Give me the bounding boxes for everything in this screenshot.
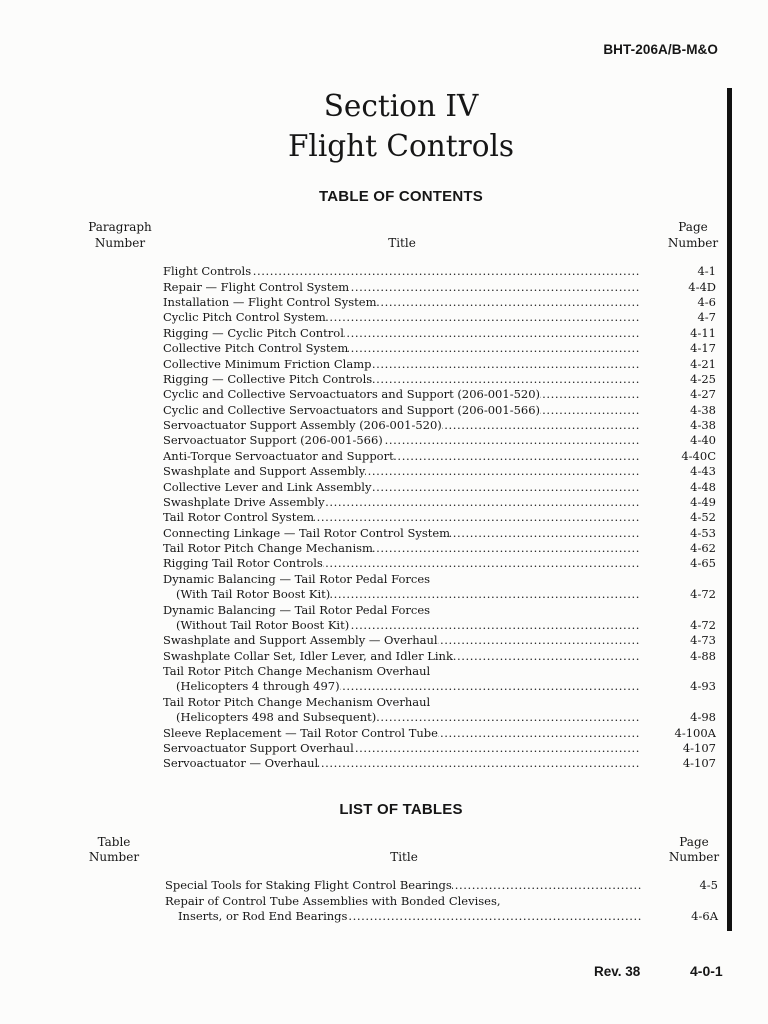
- toc-entry-title: Servoactuator Support (206-001-566): [163, 433, 383, 448]
- toc-entry-title-wrap: [163, 387, 640, 402]
- toc-number-header-line: Number: [94, 236, 146, 250]
- toc-entry-line: [163, 526, 716, 541]
- toc-page-number-header: [643, 219, 743, 251]
- toc-entry: [163, 556, 716, 571]
- dot-leader: [376, 295, 640, 310]
- toc-heading: TABLE OF CONTENTS: [319, 188, 483, 205]
- dot-leader: [318, 756, 640, 771]
- toc-entry-line: [163, 695, 716, 710]
- toc-entry-title-wrap: [163, 541, 640, 556]
- table-entry-title-wrap: [165, 878, 642, 894]
- dot-leader: [348, 341, 640, 356]
- toc-entry-title: Tail Rotor Pitch Change Mechanism: [163, 541, 373, 556]
- toc-entry-line: [163, 510, 716, 525]
- toc-entry: [163, 633, 716, 648]
- tables-heading: LIST OF TABLES: [339, 801, 463, 818]
- toc-entry-line: [163, 387, 716, 402]
- tables-list: [165, 878, 718, 925]
- toc-entry: [163, 510, 716, 525]
- toc-entry-title: Swashplate Drive Assembly: [163, 494, 325, 509]
- toc-entry: [163, 264, 716, 279]
- toc-entry-page: 4-17: [690, 341, 716, 356]
- toc-entry-title-wrap: [163, 433, 640, 448]
- dot-leader: [314, 510, 640, 525]
- toc-entry-title-wrap: [163, 756, 640, 771]
- table-entry-title-wrap: [178, 909, 642, 925]
- toc-entry-title-wrap: [176, 710, 640, 725]
- toc-entry: [163, 357, 716, 372]
- dot-leader: [394, 449, 640, 464]
- toc-title-header: Title: [388, 236, 416, 250]
- toc-entry-title: (With Tail Rotor Boost Kit): [176, 587, 331, 602]
- toc-entry-page: 4-88: [690, 648, 716, 663]
- page-number: 4-0-1: [690, 963, 723, 979]
- toc-entry-title: Collective Pitch Control System: [163, 341, 349, 356]
- tables-title-header: Title: [390, 849, 418, 864]
- toc-entry-title-wrap: [163, 726, 640, 741]
- toc-entry: [163, 572, 716, 603]
- toc-entry: [163, 449, 716, 464]
- toc-entry-title: Dynamic Balancing — Tail Rotor Pedal Forces: [163, 602, 431, 617]
- toc-entry: [163, 433, 716, 448]
- dot-leader: [330, 587, 640, 602]
- dot-leader: [326, 310, 640, 325]
- toc-entry-title-wrap: [163, 510, 640, 525]
- toc-entry-page: 4-1: [697, 264, 716, 279]
- toc-entry-page: 4-21: [690, 356, 716, 371]
- toc-entry-page: 4-48: [690, 479, 716, 494]
- toc-entry-page: 4-6: [697, 295, 716, 310]
- toc-entry-title-wrap: [163, 418, 640, 433]
- revision-label: Rev. 38: [594, 964, 641, 979]
- toc-entry-title: Servoactuator — Overhaul: [163, 756, 319, 771]
- toc-entry-page: 4-49: [690, 494, 716, 509]
- dot-leader: [349, 280, 640, 295]
- toc-list: [163, 264, 716, 771]
- toc-entry-title-wrap: [163, 372, 640, 387]
- toc-entry-title: Cyclic and Collective Servoactuators and Support (206-001-520): [163, 387, 541, 402]
- dot-leader: [354, 741, 640, 756]
- toc-entry-line: [163, 710, 716, 725]
- table-entry: [165, 878, 718, 894]
- toc-number-header-line: Paragraph: [88, 220, 152, 234]
- toc-entry-title: Servoactuator Support Assembly (206-001-520): [163, 418, 442, 433]
- toc-entry-line: [163, 480, 716, 495]
- toc-entry-title: Flight Controls: [163, 264, 252, 279]
- toc-entry-title-wrap: [163, 403, 640, 418]
- toc-entry-title-wrap: [163, 295, 640, 310]
- toc-entry: [163, 695, 716, 726]
- tables-page-number-header: [644, 835, 744, 865]
- toc-entry: [163, 541, 716, 556]
- toc-entry-title: Tail Rotor Pitch Change Mechanism Overhaul: [163, 694, 431, 709]
- toc-entry-title-wrap: [163, 526, 640, 541]
- dot-leader: [540, 403, 640, 418]
- toc-entry-title: Rigging — Cyclic Pitch Control: [163, 325, 344, 340]
- toc-entry: [163, 295, 716, 310]
- dot-leader: [372, 372, 640, 387]
- toc-entry: [163, 280, 716, 295]
- tables-page-header-line: Page: [679, 834, 709, 849]
- toc-entry-page: 4-62: [690, 541, 716, 556]
- toc-entry-title: Rigging Tail Rotor Controls: [163, 556, 323, 571]
- toc-entry-title-wrap: [163, 556, 640, 571]
- toc-entry-title-wrap: [163, 603, 716, 618]
- toc-entry-page: 4-73: [690, 633, 716, 648]
- dot-leader: [373, 541, 640, 556]
- toc-entry-line: [163, 679, 716, 694]
- toc-entry-title-wrap: [176, 679, 640, 694]
- dot-leader: [376, 710, 640, 725]
- toc-entry-title: Dynamic Balancing — Tail Rotor Pedal Forces: [163, 571, 431, 586]
- toc-entry: [163, 326, 716, 341]
- toc-entry: [163, 603, 716, 634]
- toc-entry-title-wrap: [163, 633, 640, 648]
- toc-entry-page: 4-93: [690, 679, 716, 694]
- dot-leader: [344, 326, 640, 341]
- table-entry-title: Repair of Control Tube Assemblies with Bonded Clevises,: [165, 893, 501, 908]
- toc-entry-title: Tail Rotor Pitch Change Mechanism Overhaul: [163, 664, 431, 679]
- toc-entry: [163, 403, 716, 418]
- toc-entry-page: 4-107: [682, 756, 716, 771]
- toc-entry-page: 4-38: [690, 402, 716, 417]
- toc-entry-line: [163, 587, 716, 602]
- dot-leader: [438, 726, 640, 741]
- toc-entry-line: [163, 403, 716, 418]
- table-entry-title: Inserts, or Rod End Bearings: [178, 909, 348, 924]
- toc-entry-title-wrap: [163, 649, 640, 664]
- toc-entry: [163, 387, 716, 402]
- toc-entry: [163, 741, 716, 756]
- toc-entry-page: 4-52: [690, 510, 716, 525]
- document-code: BHT-206A/B-M&O: [603, 42, 718, 57]
- toc-entry-line: [163, 649, 716, 664]
- toc-page-header-line: Page: [678, 220, 708, 234]
- toc-entry-title-wrap: [163, 310, 640, 325]
- toc-entry-title-wrap: [163, 695, 716, 710]
- toc-entry-page: 4-27: [690, 387, 716, 402]
- toc-entry-line: [163, 556, 716, 571]
- toc-entry-title: (Helicopters 498 and Subsequent): [176, 710, 377, 725]
- toc-entry-line: [163, 295, 716, 310]
- dot-leader: [453, 649, 640, 664]
- dot-leader: [383, 433, 640, 448]
- toc-entry-page: 4-72: [690, 617, 716, 632]
- toc-entry-page: 4-98: [690, 710, 716, 725]
- dot-leader: [452, 878, 642, 894]
- change-bar: [727, 88, 732, 931]
- toc-entry-title: Rigging — Collective Pitch Controls: [163, 371, 373, 386]
- toc-entry-title: Connecting Linkage — Tail Rotor Control System: [163, 525, 451, 540]
- toc-entry: [163, 341, 716, 356]
- toc-entry-line: [163, 264, 716, 279]
- toc-entry-line: [163, 756, 716, 771]
- toc-entry-page: 4-38: [690, 418, 716, 433]
- toc-entry-page: 4-11: [690, 325, 716, 340]
- toc-entry-title-wrap: [163, 495, 640, 510]
- toc-entry-page: 4-25: [690, 371, 716, 386]
- toc-entry-page: 4-7: [697, 310, 716, 325]
- tables-page-header-line: Number: [668, 849, 720, 864]
- dot-leader: [442, 418, 640, 433]
- toc-entry: [163, 756, 716, 771]
- section-title-block: [201, 86, 601, 166]
- table-entry-line: [165, 894, 718, 910]
- toc-entry-line: [163, 418, 716, 433]
- toc-entry-title-wrap: [163, 280, 640, 295]
- toc-entry-title-wrap: [163, 664, 716, 679]
- section-number: Section IV: [323, 89, 479, 123]
- toc-entry: [163, 649, 716, 664]
- toc-entry-page: 4-72: [690, 587, 716, 602]
- toc-entry-line: [163, 633, 716, 648]
- toc-entry-page: 4-107: [682, 740, 716, 755]
- toc-entry-line: [163, 495, 716, 510]
- toc-entry: [163, 464, 716, 479]
- toc-entry-line: [163, 449, 716, 464]
- toc-entry-line: [163, 664, 716, 679]
- toc-entry-title-wrap: [163, 741, 640, 756]
- toc-entry-title: (Without Tail Rotor Boost Kit): [176, 617, 350, 632]
- toc-entry-line: [163, 741, 716, 756]
- toc-entry-title-wrap: [163, 357, 640, 372]
- toc-entry-title-wrap: [176, 587, 640, 602]
- toc-entry-title-wrap: [163, 480, 640, 495]
- toc-entry-title-wrap: [176, 618, 640, 633]
- dot-leader: [325, 495, 640, 510]
- toc-entry-title: Cyclic and Collective Servoactuators and Support (206-001-566): [163, 402, 541, 417]
- dot-leader: [371, 357, 640, 372]
- table-entry-page: 4-6A: [691, 909, 718, 924]
- toc-entry: [163, 664, 716, 695]
- toc-entry-title: (Helicopters 4 through 497): [176, 679, 340, 694]
- toc-entry-page: 4-53: [690, 525, 716, 540]
- dot-leader: [438, 633, 640, 648]
- toc-entry-line: [163, 618, 716, 633]
- toc-entry-line: [163, 433, 716, 448]
- toc-entry-title: Anti-Torque Servoactuator and Support: [163, 448, 394, 463]
- table-entry-title-wrap: [165, 894, 718, 910]
- toc-entry: [163, 372, 716, 387]
- toc-entry-page: 4-43: [690, 464, 716, 479]
- toc-entry-title-wrap: [163, 341, 640, 356]
- toc-entry-line: [163, 464, 716, 479]
- toc-entry-title: Swashplate and Support Assembly — Overhaul: [163, 633, 438, 648]
- toc-entry-page: 4-65: [690, 556, 716, 571]
- toc-entry-page: 4-100A: [674, 725, 716, 740]
- toc-entry: [163, 526, 716, 541]
- table-entry-line: [165, 909, 718, 925]
- toc-paragraph-number-header: [70, 219, 170, 251]
- table-entry-title: Special Tools for Staking Flight Control Bearings: [165, 878, 452, 893]
- table-entry-line: [165, 878, 718, 894]
- toc-entry-title: Collective Minimum Friction Clamp: [163, 356, 372, 371]
- toc-entry-page: 4-4D: [688, 279, 716, 294]
- dot-leader: [365, 464, 640, 479]
- dot-leader: [349, 618, 640, 633]
- dot-leader: [540, 387, 640, 402]
- toc-entry: [163, 495, 716, 510]
- toc-page-header-line: Number: [667, 236, 719, 250]
- toc-entry-title-wrap: [163, 326, 640, 341]
- dot-leader: [340, 679, 640, 694]
- toc-entry: [163, 310, 716, 325]
- toc-entry-title: Installation — Flight Control System: [163, 295, 377, 310]
- toc-entry-title: Swashplate and Support Assembly: [163, 464, 366, 479]
- toc-entry-title: Repair — Flight Control System: [163, 279, 350, 294]
- section-title: Flight Controls: [287, 129, 515, 163]
- toc-entry-line: [163, 326, 716, 341]
- toc-entry-title: Tail Rotor Control System: [163, 510, 315, 525]
- dot-leader: [251, 264, 640, 279]
- toc-entry-line: [163, 280, 716, 295]
- toc-entry: [163, 480, 716, 495]
- tables-number-header-line: Table: [97, 834, 131, 849]
- toc-entry-title-wrap: [163, 449, 640, 464]
- toc-entry-title-wrap: [163, 464, 640, 479]
- table-entry: [165, 894, 718, 925]
- toc-entry-page: 4-40: [690, 433, 716, 448]
- dot-leader: [450, 526, 640, 541]
- toc-entry-line: [163, 603, 716, 618]
- dot-leader: [323, 556, 640, 571]
- toc-entry: [163, 418, 716, 433]
- toc-entry-line: [163, 372, 716, 387]
- toc-entry-title: Cyclic Pitch Control System: [163, 310, 326, 325]
- toc-entry-line: [163, 341, 716, 356]
- toc-entry-page: 4-40C: [681, 448, 716, 463]
- toc-entry-title: Swashplate Collar Set, Idler Lever, and Idler Link: [163, 648, 453, 663]
- toc-entry-line: [163, 357, 716, 372]
- toc-entry: [163, 726, 716, 741]
- dot-leader: [371, 480, 640, 495]
- tables-table-number-header: [64, 835, 164, 865]
- toc-entry-line: [163, 572, 716, 587]
- toc-entry-title: Servoactuator Support Overhaul: [163, 740, 354, 755]
- toc-entry-line: [163, 541, 716, 556]
- table-entry-page: 4-5: [699, 878, 718, 893]
- toc-entry-line: [163, 310, 716, 325]
- dot-leader: [347, 909, 642, 925]
- toc-entry-title-wrap: [163, 264, 640, 279]
- toc-entry-title-wrap: [163, 572, 716, 587]
- toc-entry-title: Collective Lever and Link Assembly: [163, 479, 372, 494]
- tables-number-header-line: Number: [88, 849, 140, 864]
- toc-entry-title: Sleeve Replacement — Tail Rotor Control Tube: [163, 725, 438, 740]
- toc-entry-line: [163, 726, 716, 741]
